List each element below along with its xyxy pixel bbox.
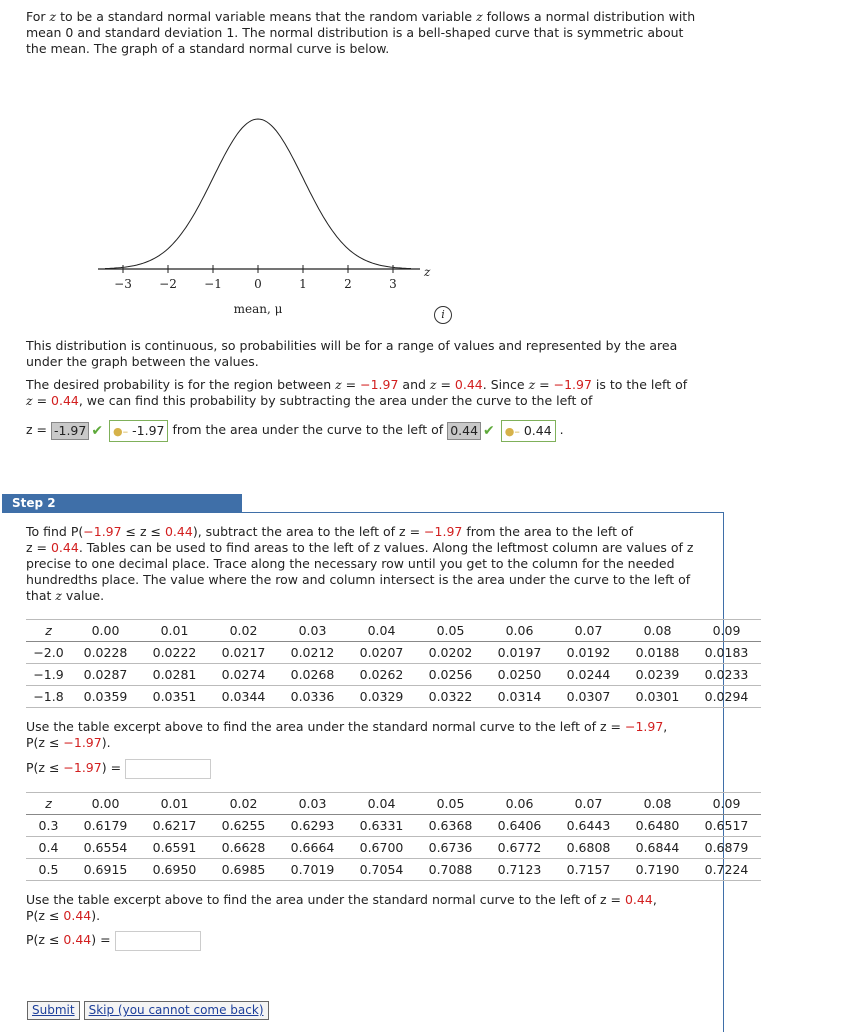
table-cell: −2.0 <box>26 642 71 664</box>
check-icon: ✔ <box>91 422 104 439</box>
table-header-cell: 0.07 <box>554 793 623 815</box>
table-header-cell: 0.06 <box>485 793 554 815</box>
table-cell: 0.0268 <box>278 664 347 686</box>
table-cell: 0.0301 <box>623 686 692 708</box>
table-cell: 0.0233 <box>692 664 761 686</box>
table-cell: 0.0207 <box>347 642 416 664</box>
table-row <box>26 686 761 708</box>
table-header-cell: 0.00 <box>71 620 140 642</box>
table-cell: 0.7157 <box>554 859 623 881</box>
table-cell: 0.0222 <box>140 642 209 664</box>
table-cell: 0.3 <box>26 815 71 837</box>
table-row <box>26 642 761 664</box>
answer-box-2[interactable]: 0.44 <box>447 422 481 440</box>
table-cell: 0.6443 <box>554 815 623 837</box>
mean-label: mean, μ <box>233 302 283 316</box>
normal-curve-graph <box>90 100 440 325</box>
axis-tick-label: −3 <box>114 277 132 291</box>
table-cell: 0.6331 <box>347 815 416 837</box>
table-cell: 0.6628 <box>209 837 278 859</box>
table-cell: 0.7054 <box>347 859 416 881</box>
check-icon: ✔ <box>483 422 495 439</box>
intro-text: For z to be a standard normal variable means that the random variable z follows a normal distribution with mean 0 and standard deviation 1. The normal distribution is a bell-shaped curve that is symmetric about the mean. The graph of a standard normal curve is below. <box>26 9 696 56</box>
table-cell: 0.0281 <box>140 664 209 686</box>
step-tab: Step 2 <box>2 494 242 512</box>
table-cell: 0.0188 <box>623 642 692 664</box>
table-cell: 0.6664 <box>278 837 347 859</box>
key-icon: ●– <box>504 424 520 438</box>
axis-tick-label: 2 <box>344 277 352 291</box>
table-cell: 0.7088 <box>416 859 485 881</box>
table-cell: 0.6554 <box>71 837 140 859</box>
table-cell: 0.0287 <box>71 664 140 686</box>
table-header-cell: 0.09 <box>692 620 761 642</box>
table-header-cell: 0.07 <box>554 620 623 642</box>
key-answer-1: ●– -1.97 <box>109 420 168 442</box>
table-cell: 0.6368 <box>416 815 485 837</box>
table-cell: 0.6808 <box>554 837 623 859</box>
table-cell: 0.0183 <box>692 642 761 664</box>
table-cell: 0.0294 <box>692 686 761 708</box>
z-table-positive <box>26 792 761 881</box>
table-cell: 0.6915 <box>71 859 140 881</box>
table-header-cell: 0.06 <box>485 620 554 642</box>
skip-button[interactable]: Skip (you cannot come back) <box>84 1001 269 1020</box>
table-header-cell: 0.02 <box>209 793 278 815</box>
question-2: Use the table excerpt above to find the area under the standard normal curve to the left of z = 0.44, P(z ≤ 0.44). <box>26 892 657 923</box>
table-header-row <box>26 620 761 642</box>
answer-line-2: P(z ≤ 0.44) = <box>26 930 201 950</box>
table-header-cell: 0.04 <box>347 793 416 815</box>
table-header-cell: 0.01 <box>140 620 209 642</box>
table-cell: 0.7224 <box>692 859 761 881</box>
table-cell: 0.0274 <box>209 664 278 686</box>
table-header-cell: 0.00 <box>71 793 140 815</box>
table-cell: −1.8 <box>26 686 71 708</box>
axis-tick-label: −2 <box>159 277 177 291</box>
table-cell: 0.6879 <box>692 837 761 859</box>
axis-tick-label: 0 <box>254 277 262 291</box>
table-cell: 0.7123 <box>485 859 554 881</box>
table-cell: 0.0212 <box>278 642 347 664</box>
table-cell: 0.6591 <box>140 837 209 859</box>
axis-tick-label: 1 <box>299 277 307 291</box>
table-cell: 0.6406 <box>485 815 554 837</box>
table-cell: 0.7190 <box>623 859 692 881</box>
axis-tick-label: −1 <box>204 277 222 291</box>
table-cell: 0.6736 <box>416 837 485 859</box>
submit-button[interactable]: Submit <box>27 1001 80 1020</box>
table-header-cell: 0.05 <box>416 620 485 642</box>
table-row <box>26 664 761 686</box>
table-cell: 0.6950 <box>140 859 209 881</box>
table-cell: 0.0314 <box>485 686 554 708</box>
bell-curve <box>105 119 411 269</box>
table-header-cell: 0.01 <box>140 793 209 815</box>
table-cell: 0.6517 <box>692 815 761 837</box>
key-icon: ●– <box>113 424 129 438</box>
table-cell: 0.0322 <box>416 686 485 708</box>
answer-input-2[interactable] <box>115 931 201 951</box>
table-header-cell: z <box>26 793 71 815</box>
answer-input-1[interactable] <box>125 759 211 779</box>
table-cell: 0.6772 <box>485 837 554 859</box>
button-row <box>27 1001 273 1020</box>
table-header-cell: 0.02 <box>209 620 278 642</box>
table-cell: 0.0262 <box>347 664 416 686</box>
table-header-cell: 0.05 <box>416 793 485 815</box>
table-header-cell: 0.08 <box>623 620 692 642</box>
table-cell: 0.6700 <box>347 837 416 859</box>
table-header-cell: z <box>26 620 71 642</box>
z-table-negative <box>26 619 761 708</box>
table-header-cell: 0.09 <box>692 793 761 815</box>
table-cell: 0.0351 <box>140 686 209 708</box>
table-cell: 0.7019 <box>278 859 347 881</box>
table-cell: 0.0217 <box>209 642 278 664</box>
question-1: Use the table excerpt above to find the area under the standard normal curve to the left of z = −1.97, P(z ≤ −1.97). <box>26 719 668 750</box>
table-cell: 0.6480 <box>623 815 692 837</box>
table-cell: 0.6293 <box>278 815 347 837</box>
table-cell: 0.0307 <box>554 686 623 708</box>
table-cell: 0.0336 <box>278 686 347 708</box>
table-cell: 0.0256 <box>416 664 485 686</box>
table-header-cell: 0.04 <box>347 620 416 642</box>
table-cell: 0.6255 <box>209 815 278 837</box>
table-header-cell: 0.08 <box>623 793 692 815</box>
desired-text: The desired probability is for the region between z = −1.97 and z = 0.44. Since z = −1.97 is to the left of z = 0.44, we can find this probability by subtracting the area under the curve to the left of <box>26 377 688 408</box>
table-cell: 0.5 <box>26 859 71 881</box>
table-cell: 0.6844 <box>623 837 692 859</box>
table-cell: 0.4 <box>26 837 71 859</box>
table-cell: 0.0329 <box>347 686 416 708</box>
table-cell: 0.0192 <box>554 642 623 664</box>
answer-row: z = -1.97 ✔ ●– -1.97 from the area under the curve to the left of 0.44 ✔ ●– 0.44 . <box>26 419 564 441</box>
table-header-cell: 0.03 <box>278 620 347 642</box>
table-cell: 0.0202 <box>416 642 485 664</box>
table-row <box>26 815 761 837</box>
table-cell: 0.0359 <box>71 686 140 708</box>
axis-tick-label: 3 <box>389 277 397 291</box>
find-text: To find P(−1.97 ≤ z ≤ 0.44), subtract the area to the left of z = −1.97 from the area to the left of z = 0.44. Tables can be used to find areas to the left of z values. Along the leftmost column are values of z precise to one decimal place. Trace along the necessary row until you get to the column for the needed hundredths place. The value where the row and column intersect is the area under the curve to the left of that z value. <box>26 524 694 603</box>
table-cell: 0.6179 <box>71 815 140 837</box>
table-cell: −1.9 <box>26 664 71 686</box>
table-header-row <box>26 793 761 815</box>
axis-label-z: z <box>424 265 431 279</box>
info-icon[interactable]: i <box>434 306 452 324</box>
table-row <box>26 859 761 881</box>
table-row <box>26 837 761 859</box>
table-cell: 0.0244 <box>554 664 623 686</box>
continuous-text: This distribution is continuous, so probabilities will be for a range of values and represented by the area under the graph between the values. <box>26 338 678 369</box>
answer-line-1: P(z ≤ −1.97) = <box>26 758 211 778</box>
table-cell: 0.0344 <box>209 686 278 708</box>
table-cell: 0.0197 <box>485 642 554 664</box>
answer-box-1[interactable]: -1.97 <box>51 422 89 440</box>
table-cell: 0.0239 <box>623 664 692 686</box>
table-cell: 0.0228 <box>71 642 140 664</box>
key-answer-2: ●– 0.44 <box>501 420 556 442</box>
table-cell: 0.6985 <box>209 859 278 881</box>
table-cell: 0.6217 <box>140 815 209 837</box>
table-cell: 0.0250 <box>485 664 554 686</box>
table-header-cell: 0.03 <box>278 793 347 815</box>
